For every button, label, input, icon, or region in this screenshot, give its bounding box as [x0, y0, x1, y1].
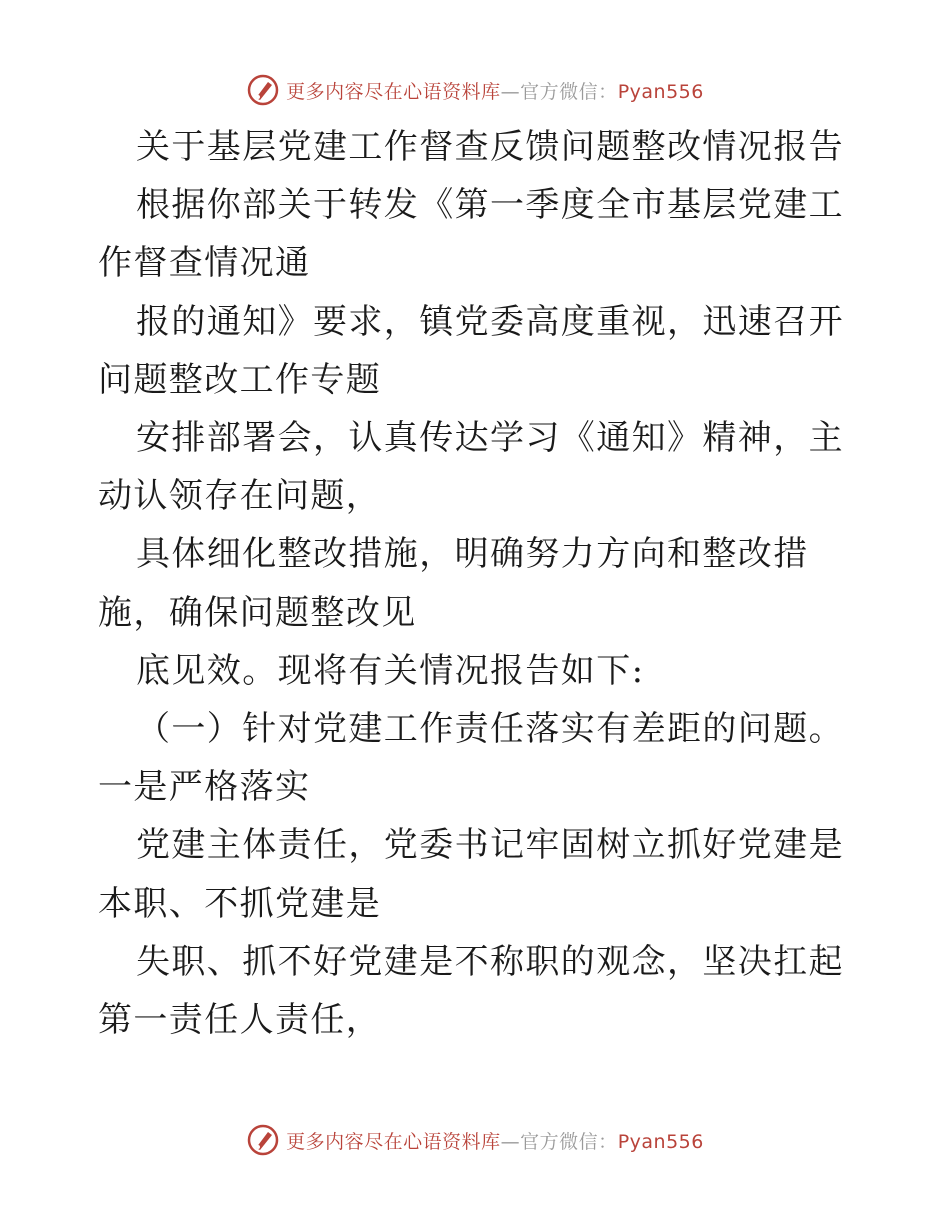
- watermark-site: 更多内容尽在心语资料库: [286, 1130, 501, 1153]
- header-watermark: [0, 70, 950, 110]
- footer-watermark: [0, 1120, 950, 1160]
- watermark-text: [286, 77, 704, 104]
- watermark-text: [286, 1127, 704, 1154]
- paragraph: 具体细化整改措施，明确努力方向和整改措施，确保问题整改见: [98, 534, 809, 633]
- watermark-handle: Pyan556: [617, 1130, 704, 1153]
- paragraph: 失职、抓不好党建是不称职的观念，坚决扛起第一责任人责任，: [98, 941, 844, 1041]
- watermark-contact: 官方微信：: [520, 80, 618, 103]
- watermark-separator: —: [500, 80, 521, 103]
- watermark-separator: —: [500, 1130, 521, 1153]
- document-title: 关于基层党建工作督查反馈问题整改情况报告: [136, 127, 844, 167]
- document-body: [98, 118, 858, 1049]
- watermark-handle: Pyan556: [617, 80, 704, 103]
- paragraph: （一）针对党建工作责任落实有差距的问题。一是严格落实: [98, 709, 844, 808]
- pen-nib-logo-icon: [246, 1123, 280, 1157]
- paragraph: 底见效。现将有关情况报告如下:: [136, 650, 645, 691]
- paragraph: 报的通知》要求，镇党委高度重视，迅速召开问题整改工作专题: [98, 301, 844, 400]
- watermark-contact: 官方微信：: [520, 1130, 618, 1153]
- paragraph: 党建主体责任，党委书记牢固树立抓好党建是本职、不抓党建是: [98, 825, 844, 924]
- pen-nib-logo-icon: [246, 73, 280, 107]
- watermark-site: 更多内容尽在心语资料库: [286, 80, 501, 103]
- paragraph: 根据你部关于转发《第一季度全市基层党建工作督查情况通: [98, 185, 844, 284]
- paragraph: 安排部署会，认真传达学习《通知》精神，主动认领存在问题，: [98, 418, 844, 517]
